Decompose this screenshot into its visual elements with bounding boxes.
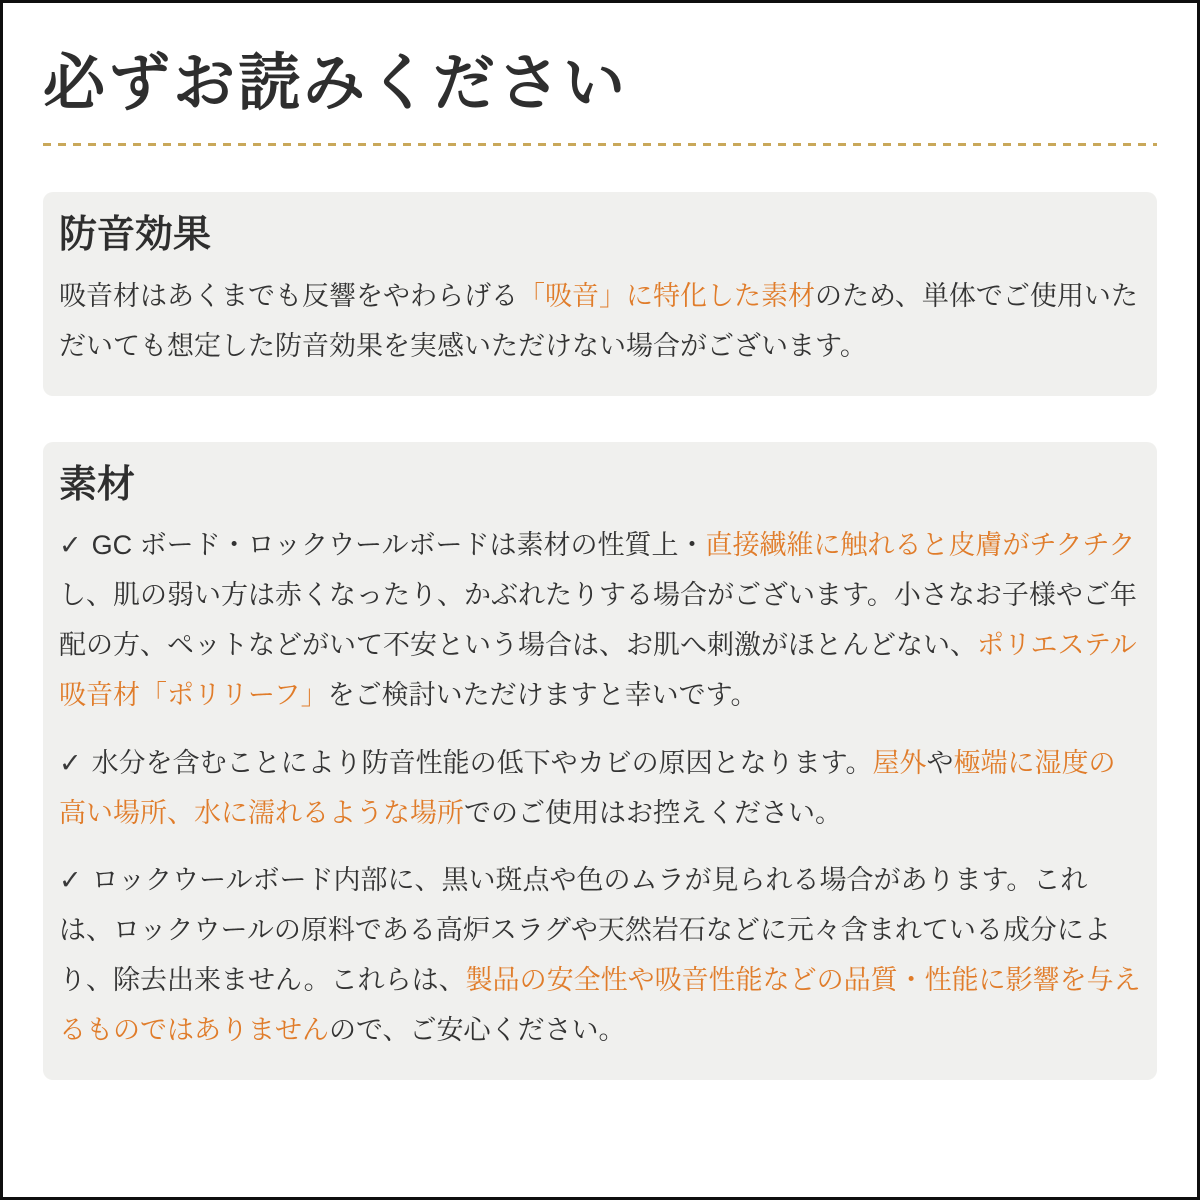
material-note-moisture: [59, 739, 1141, 839]
material-note-moisture-text: 水分を含むことにより防音性能の低下やカビの原因となります。屋外や極端に湿度の高い場所、水に濡れるような場所でのご使用はお控えください。: [59, 747, 1116, 828]
material-note-spots-text: ロックウールボード内部に、黒い斑点や色のムラが見られる場合があります。これは、ロックウールの原料である高炉スラグや天然岩石などに元々含まれている成分により、除去出来ません。これらは、製品の安全性や吸音性能などの品質・性能に影響を与えるものではありませんので、ご安心ください。: [59, 865, 1141, 1046]
material-box: [43, 442, 1157, 1081]
check-icon: ✓: [59, 865, 82, 896]
material-note-spots: [59, 856, 1141, 1056]
soundproof-heading: 防音効果: [59, 214, 212, 257]
check-icon: ✓: [59, 529, 82, 560]
soundproof-effect-box: [43, 192, 1157, 395]
notice-page: [3, 3, 1197, 1080]
material-note-fiber: [59, 521, 1141, 721]
dashed-divider: [43, 143, 1157, 146]
page-title: 必ずお読みください: [43, 49, 629, 118]
check-icon: ✓: [59, 747, 82, 778]
material-heading: 素材: [59, 463, 136, 506]
soundproof-body-text: 吸音材はあくまでも反響をやわらげる「吸音」に特化した素材のため、単体でご使用いただいても想定した防音効果を実感いただけない場合がございます。: [59, 280, 1138, 361]
material-note-fiber-text: GC ボード・ロックウールボードは素材の性質上・直接繊維に触れると皮膚がチクチクし、肌の弱い方は赤くなったり、かぶれたりする場合がございます。小さなお子様やご年配の方、ペットなどがいて不安という場合は、お肌へ刺激がほとんどない、ポリエステル吸音材「ポリリーフ」をご検討いただけますと幸いです。: [59, 529, 1137, 710]
